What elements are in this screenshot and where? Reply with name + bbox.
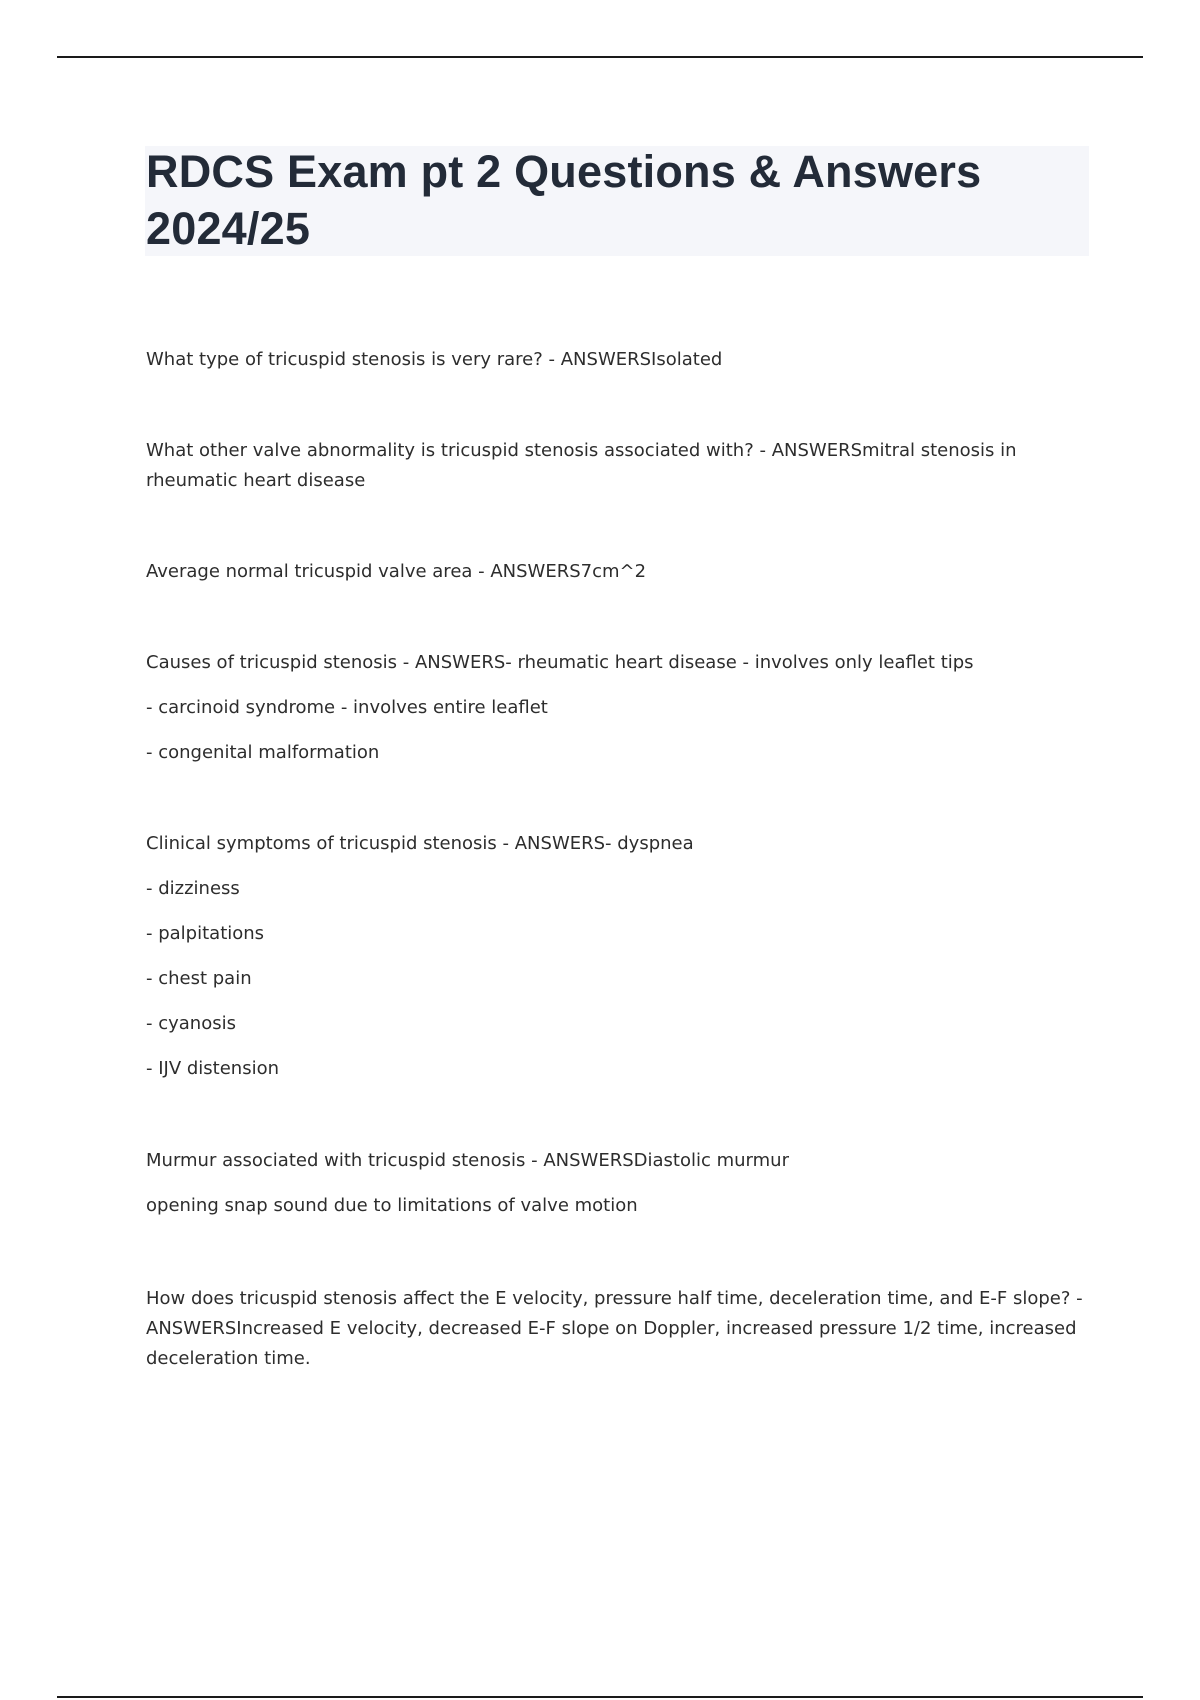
qa-text: Murmur associated with tricuspid stenosis - ANSWERSDiastolic murmur [146,1150,789,1171]
qa-subline: - dizziness [146,878,240,899]
qa-subline: - carcinoid syndrome - involves entire leaflet [146,697,548,718]
qa-item-4 [146,648,1096,768]
qa-item-1 [146,345,1096,375]
qa-item-7 [146,1284,1096,1374]
qa-text: Average normal tricuspid valve area - ANSWERS7cm^2 [146,561,647,582]
qa-subline: - IJV distension [146,1058,280,1079]
qa-item-2 [146,436,1096,496]
qa-text: What type of tricuspid stenosis is very rare? - ANSWERSIsolated [146,349,723,370]
document-title: RDCS Exam pt 2 Questions & Answers 2024/25 [146,146,982,254]
qa-subline: opening snap sound due to limitations of valve motion [146,1195,638,1216]
qa-text: How does tricuspid stenosis affect the E velocity, pressure half time, deceleration time, and E-F slope? - ANSWERSIncreased E velocity, decreased E-F slope on Doppler, increased pressure 1/2 time, increased deceleration time. [146,1288,1083,1369]
qa-item-6 [146,1146,1096,1221]
qa-text: What other valve abnormality is tricuspid stenosis associated with? - ANSWERSmitral stenosis in rheumatic heart disease [146,440,1017,491]
qa-item-3 [146,557,1096,587]
qa-subline: - chest pain [146,968,252,989]
bottom-rule [57,1696,1143,1698]
top-rule [57,56,1143,58]
qa-subline: - palpitations [146,923,265,944]
qa-subline: - congenital malformation [146,742,380,763]
qa-text: Causes of tricuspid stenosis - ANSWERS- rheumatic heart disease - involves only leaflet tips [146,652,974,673]
qa-text: Clinical symptoms of tricuspid stenosis - ANSWERS- dyspnea [146,833,694,854]
qa-item-5 [146,829,1096,1084]
qa-subline: - cyanosis [146,1013,236,1034]
